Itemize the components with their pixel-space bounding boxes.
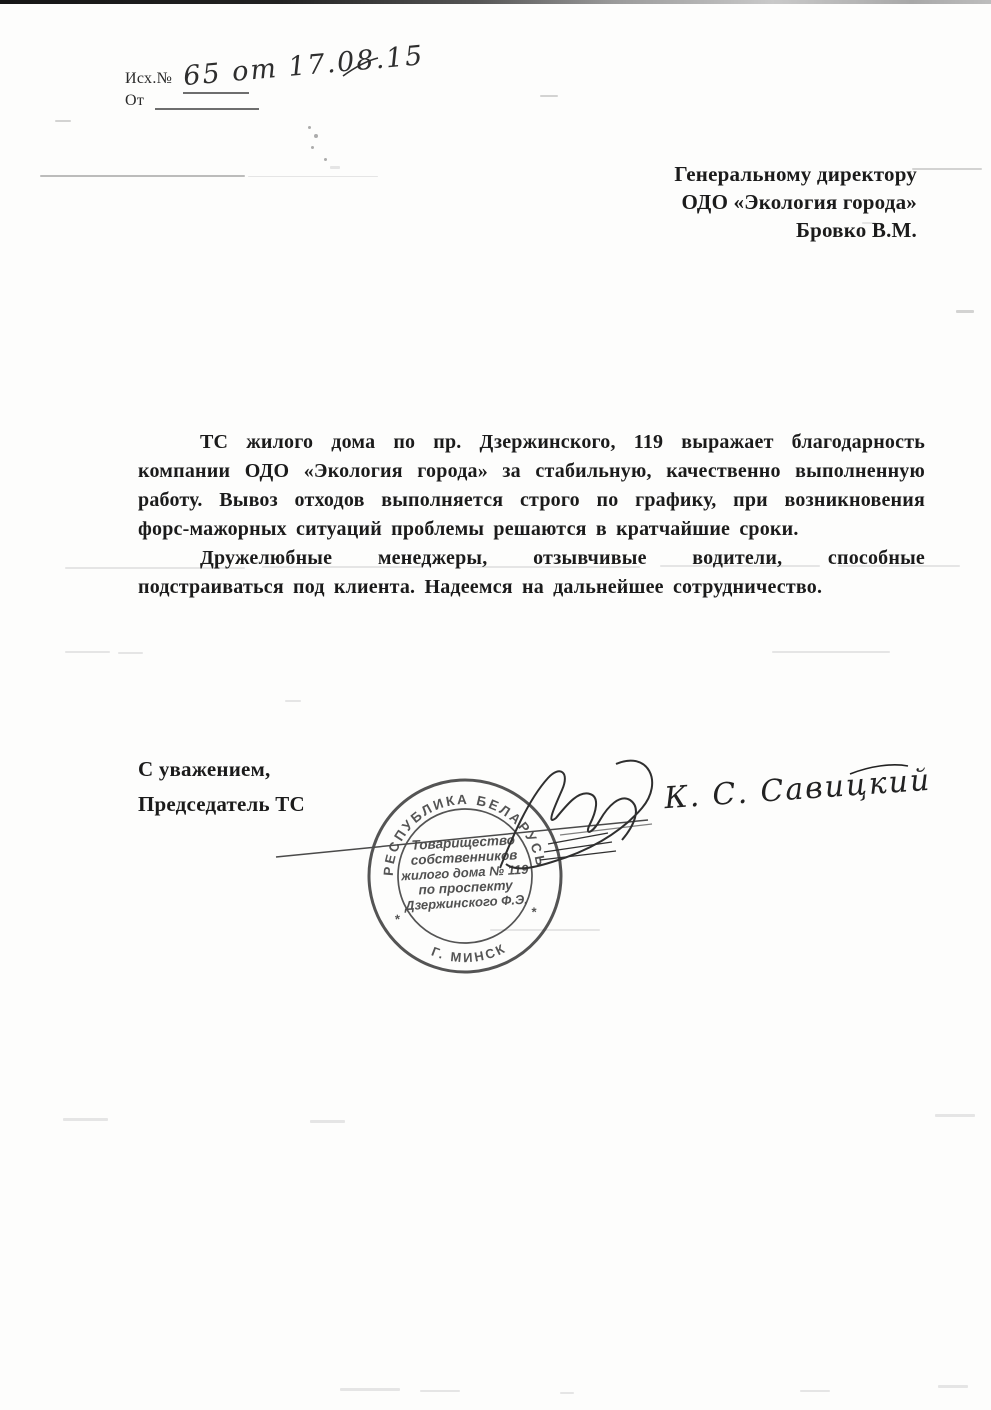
recipient-block <box>674 160 917 244</box>
scan-artifact <box>938 1385 968 1388</box>
pencil-mark <box>308 126 311 129</box>
closing-block <box>138 752 305 822</box>
scan-artifact <box>330 166 340 169</box>
scan-artifact <box>912 168 982 170</box>
stamp-separator-star: * <box>531 904 540 920</box>
scan-artifact <box>118 652 143 654</box>
scan-artifact <box>772 651 890 653</box>
scan-artifact <box>248 176 378 177</box>
recipient-line: Бровко В.М. <box>796 218 917 242</box>
scan-artifact <box>55 120 71 122</box>
scan-artifact <box>935 1114 975 1117</box>
recipient-line: ОДО «Экология города» <box>681 190 917 214</box>
stamp-center-line: жилого дома № 119 <box>400 861 529 884</box>
handwritten-outgoing-number: 65 от 17.08.15 <box>182 40 426 93</box>
pencil-mark <box>324 158 327 161</box>
stamp-ring-bottom-text: Г. МИНСК <box>429 940 509 966</box>
recipient-line: Генеральному директору <box>674 162 917 186</box>
scan-artifact <box>560 1392 574 1394</box>
ref-underline <box>183 92 249 94</box>
scan-artifact <box>956 310 974 313</box>
letter-body <box>138 428 925 602</box>
from-underline <box>155 108 259 110</box>
pencil-mark <box>314 134 318 138</box>
scan-artifact <box>65 651 110 653</box>
scan-artifact <box>420 1390 460 1392</box>
scan-artifact <box>310 1120 345 1123</box>
outgoing-number-label: Исх.№ <box>125 70 173 87</box>
signer-title: Председатель ТС <box>138 792 305 816</box>
stamp-separator-star: * <box>394 911 403 927</box>
stamp-center-line: собственников <box>410 847 518 868</box>
closing-salutation: С уважением, <box>138 757 271 781</box>
from-label: От <box>125 92 145 109</box>
handwritten-signer-name: К. С. Савицкий <box>663 762 933 817</box>
body-paragraph: ТС жилого дома по пр. Дзержинского, 119 выражает благодарность компании ОДО «Экология города» за стабильную, качественно выполненную работу. Вывоз отходов выполняется строго по графику, при возникновения форс-мажорных ситуаций проблемы решаются в кратчайшие сроки. <box>138 431 925 540</box>
body-paragraph: Дружелюбные менеджеры, отзывчивые водители, способные подстраиваться под клиента. Надеемся на дальнейшее сотрудничество. <box>138 547 925 598</box>
stamp-ring-top-text: РЕСПУБЛИКА БЕЛАРУСЬ <box>380 791 549 877</box>
pencil-mark <box>311 146 314 149</box>
scan-artifact <box>800 1390 830 1392</box>
organization-stamp <box>328 739 601 1012</box>
stamp-graphic <box>328 739 601 1012</box>
scan-artifact <box>340 1388 400 1391</box>
scan-edge-artifact <box>0 0 991 4</box>
stamp-center-line: Дзержинского Ф.Э. <box>404 891 529 914</box>
scan-artifact <box>540 95 558 97</box>
scan-artifact <box>63 1118 108 1121</box>
scan-artifact <box>40 175 245 177</box>
stamp-center-line: Товарищество <box>411 832 516 853</box>
scan-artifact <box>285 700 301 702</box>
stamp-center-line: по проспекту <box>418 877 514 898</box>
